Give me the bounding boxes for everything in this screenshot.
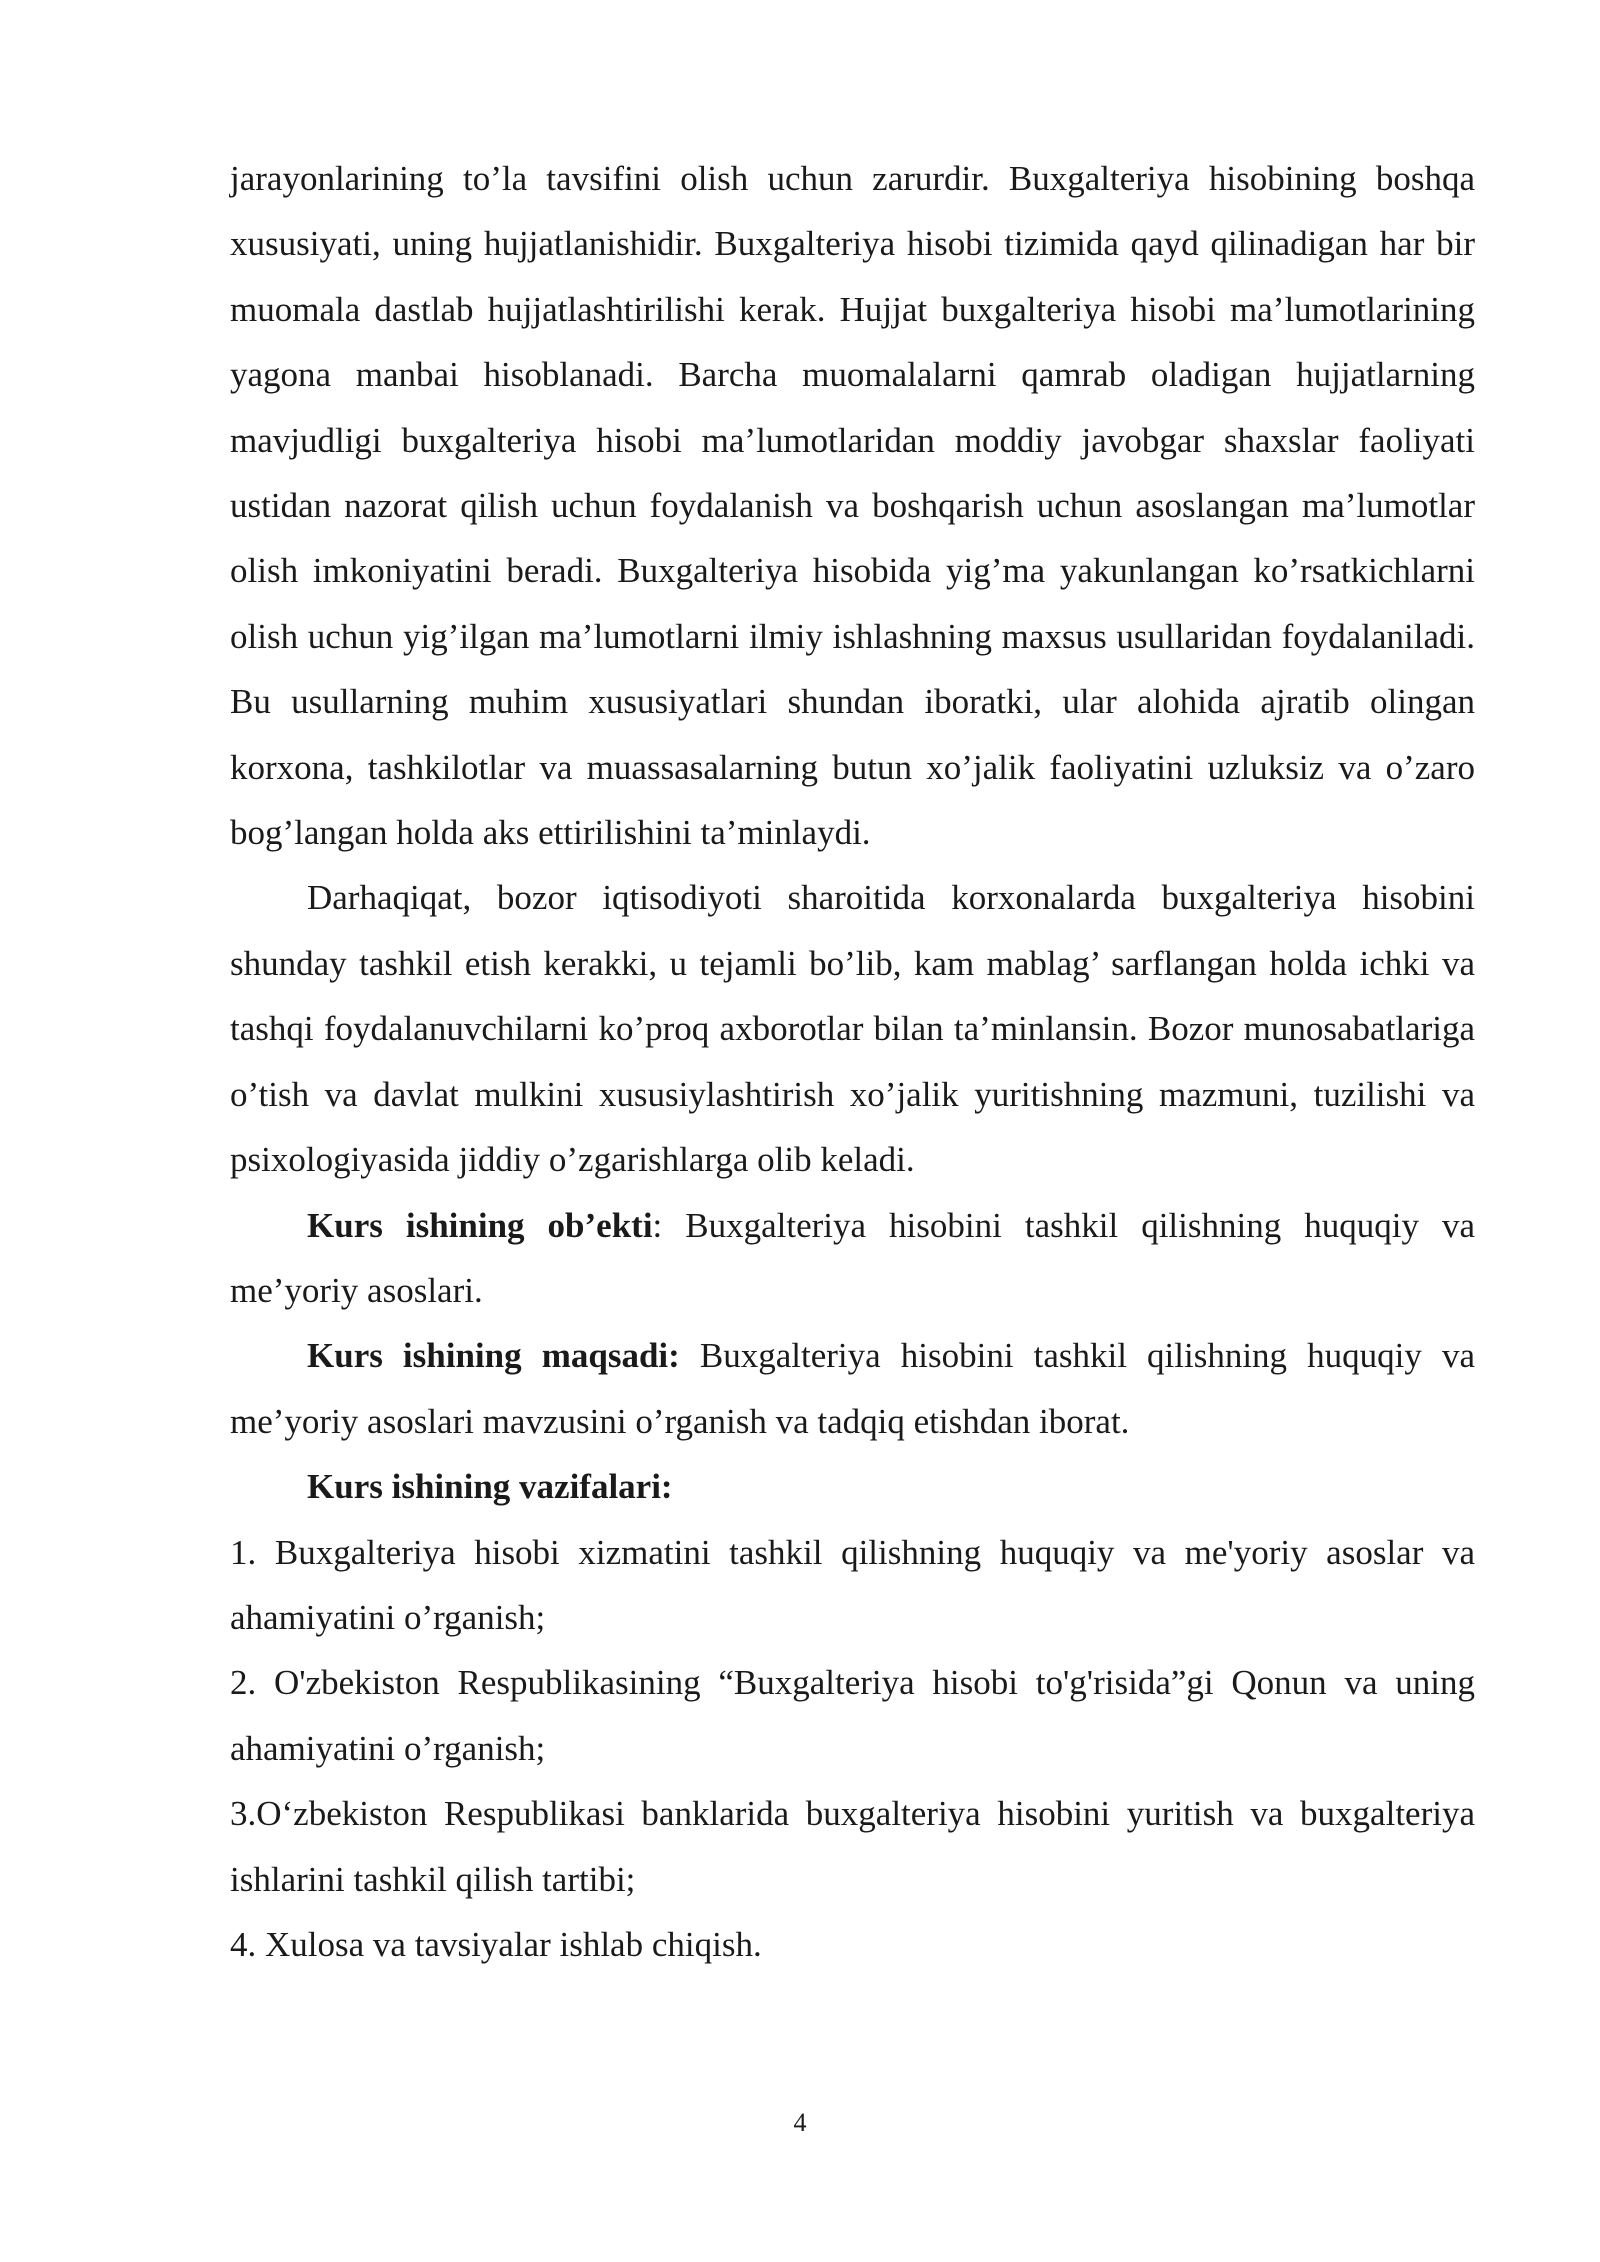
- course-goal-label: Kurs ishining maqsadi:: [307, 1336, 680, 1376]
- course-goal-paragraph: [230, 1323, 1475, 1454]
- course-tasks-heading: Kurs ishining vazifalari:: [307, 1467, 673, 1507]
- task-item-2: 2. O'zbekiston Respublikasining “Buxgalteriya hisobi to'g'risida”gi Qonun va uning ahamiyatini o’rganish;: [230, 1663, 1475, 1768]
- course-goal-text: Buxgalteriya hisobini tashkil qilishning huquqiy va me’yoriy asoslari mavzusini o’rganish va tadqiq etishdan iborat.: [230, 1336, 1475, 1441]
- task-item-3: 3.O‘zbekiston Respublikasi banklarida buxgalteriya hisobini yuritish va buxgalteriya ishlarini tashkil qilish tartibi;: [230, 1794, 1475, 1899]
- course-object-label: Kurs ishining ob’ekti: [307, 1205, 653, 1245]
- paragraph-market-economy: Darhaqiqat, bozor iqtisodiyoti sharoitida korxonalarda buxgalteriya hisobini shunday tashkil etish kerakki, u tejamli bo’lib, kam mablag’ sarflangan holda ichki va tashqi foydalanuvchilarni ko’proq axborotlar bilan ta’minlansin. Bozor munosabatlariga o’tish va davlat mulkini xususiylashtirish xo’jalik yuritishning mazmuni, tuzilishi va psixologiyasida jiddiy o’zgarishlarga olib keladi.: [230, 878, 1475, 1180]
- task-item-1: 1. Buxgalteriya hisobi xizmatini tashkil qilishning huquqiy va me'yoriy asoslar va ahamiyatini o’rganish;: [230, 1532, 1475, 1637]
- page-number: 4: [793, 2108, 807, 2137]
- paragraph-continuation: jarayonlarining to’la tavsifini olish uchun zarurdir. Buxgalteriya hisobining boshqa xususiyati, uning hujjatlanishidir. Buxgalteriya hisobi tizimida qayd qilinadigan har bir muomala dastlab hujjatlashtirilishi kerak. Hujjat buxgalteriya hisobi ma’lumotlarining yagona manbai hisoblanadi. Barcha muomalalarni qamrab oladigan hujjatlarning mavjudligi buxgalteriya hisobi ma’lumotlaridan moddiy javobgar shaxslar faoliyati ustidan nazorat qilish uchun foydalanish va boshqarish uchun asoslangan ma’lumotlar olish imkoniyatini beradi. Buxgalteriya hisobida yig’ma yakunlangan ko’rsatkichlarni olish uchun yig’ilgan ma’lumotlarni ilmiy ishlashning maxsus usullaridan foydalaniladi. Bu usullarning muhim xususiyatlari shundan iboratki, ular alohida ajratib olingan korxona, tashkilotlar va muassasalarning butun xo’jalik faoliyatini uzluksiz va o’zaro bog’langan holda aks ettirilishini ta’minlaydi.: [230, 159, 1475, 853]
- course-object-paragraph: [230, 1193, 1475, 1324]
- task-item-4: 4. Xulosa va tavsiyalar ishlab chiqish.: [230, 1924, 762, 1964]
- page-body: [230, 146, 1475, 1977]
- course-object-text: : Buxgalteriya hisobini tashkil qilishning huquqiy va me’yoriy asoslari.: [230, 1205, 1475, 1310]
